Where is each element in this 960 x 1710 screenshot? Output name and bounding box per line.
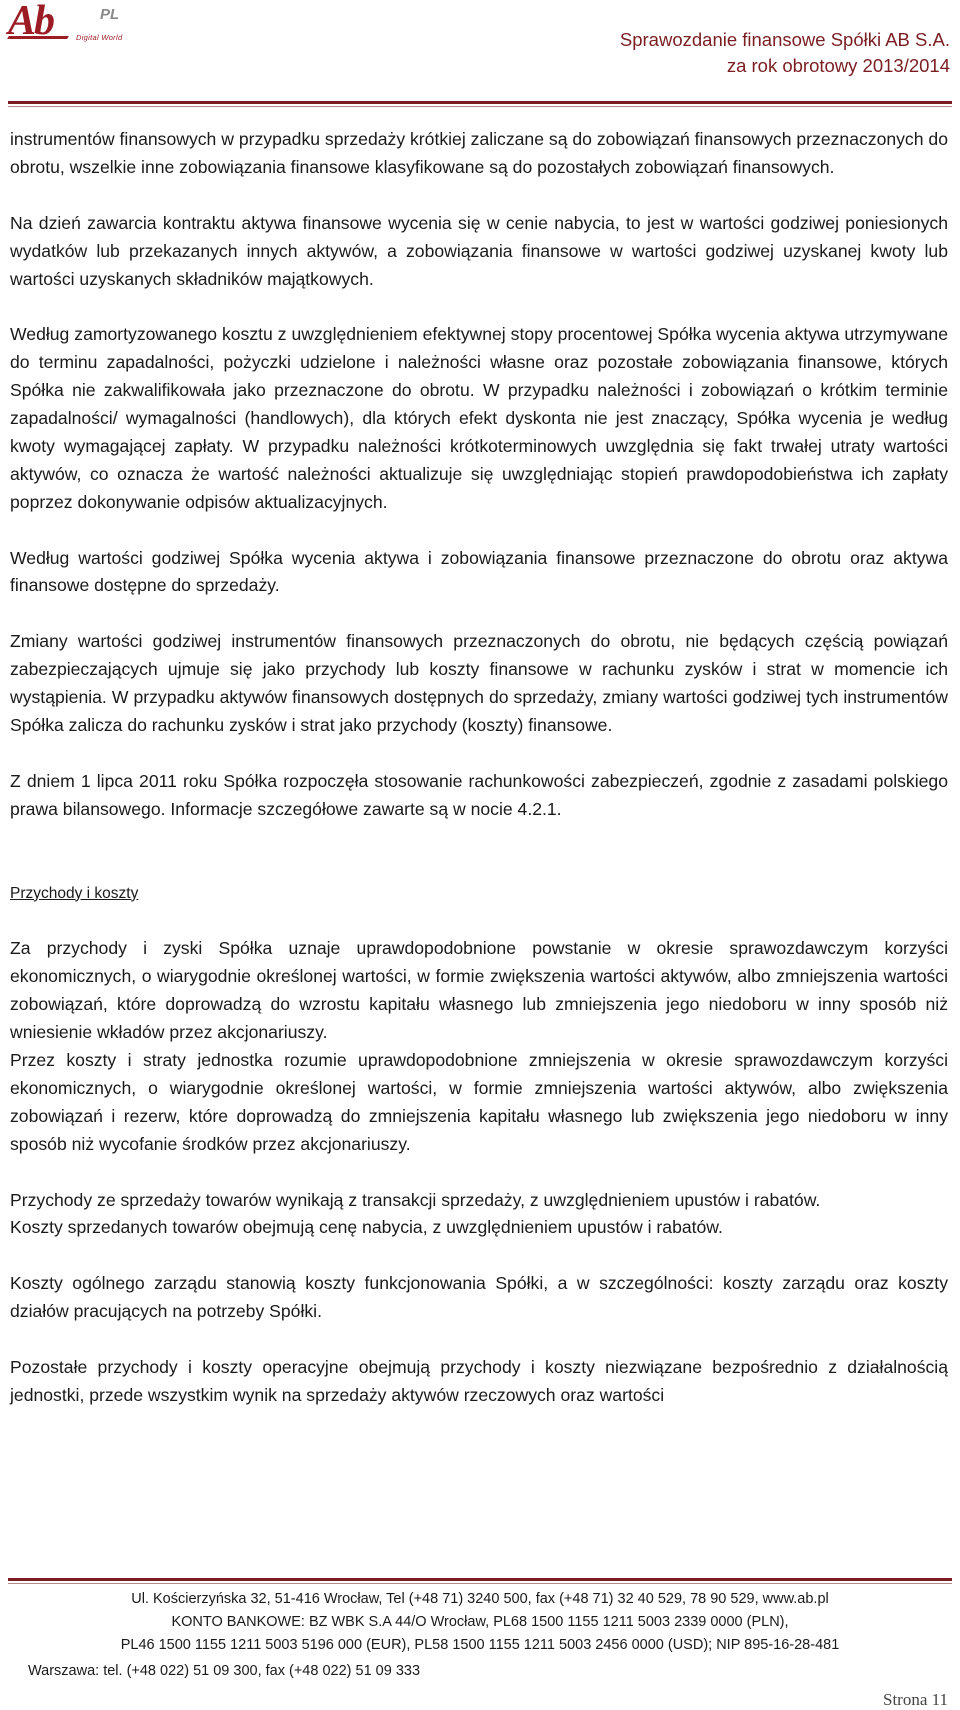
paragraph: Przychody ze sprzedaży towarów wynikają z transakcji sprzedaży, z uwzględnieniem upustów i rabatów.	[10, 1189, 821, 1210]
paragraph: Zmiany wartości godziwej instrumentów finansowych przeznaczonych do obrotu, nie będących częścią powiązań zabezpieczających ujmuje się jako przychody lub koszty finansowe w rachunku zysków i strat w momencie ich wystąpienia. W przypadku aktywów finansowych dostępnych do sprzedaży, zmiany wartości godziwej tych instrumentów Spółka zalicza do rachunku zysków i strat jako przychody (koszty) finansowe.	[10, 631, 948, 735]
page-number: Strona 11	[882, 1690, 948, 1709]
footer-rule-thin	[8, 1583, 952, 1584]
header-rule-thin	[8, 106, 952, 107]
page-header	[0, 0, 960, 110]
page-footer	[0, 1588, 960, 1657]
document-title-line2: za rok obrotowy 2013/2014	[726, 55, 950, 76]
footer-rule	[8, 1578, 952, 1581]
paragraph: Z dniem 1 lipca 2011 roku Spółka rozpoczęła stosowanie rachunkowości zabezpieczeń, zgodnie z zasadami polskiego prawa bilansowego. Informacje szczegółowe zawarte są w nocie 4.2.1.	[10, 770, 948, 819]
document-title-line1: Sprawozdanie finansowe Spółki AB S.A.	[619, 29, 950, 50]
footer-bank-accounts-foreign: PL46 1500 1155 1211 5003 5196 000 (EUR), PL58 1500 1155 1211 5003 2456 0000 (USD); NIP 895-16-28-481	[120, 1637, 840, 1653]
logo-wordmark: Ab	[8, 0, 54, 44]
paragraph: instrumentów finansowych w przypadku sprzedaży krótkiej zaliczane są do zobowiązań finansowych przeznaczonych do obrotu, wszelkie inne zobowiązania finansowe klasyfikowane są do pozostałych zobowiązań finansowych.	[10, 129, 948, 177]
paragraph: Według wartości godziwej Spółka wycenia aktywa i zobowiązania finansowe przeznaczone do obrotu oraz aktywa finansowe dostępne do sprzedaży.	[10, 547, 948, 596]
paragraph: Koszty sprzedanych towarów obejmują cenę nabycia, z uwzględnieniem upustów i rabatów.	[10, 1217, 723, 1238]
document-body	[10, 126, 948, 1410]
logo-tagline: Digital World	[76, 33, 123, 42]
footer-address: Ul. Kościerzyńska 32, 51-416 Wrocław, Tel (+48 71) 3240 500, fax (+48 71) 32 40 529, 78 90 529, www.ab.pl	[131, 1591, 829, 1607]
logo-pl-suffix: PL	[100, 6, 120, 23]
paragraph: Koszty ogólnego zarządu stanowią koszty funkcjonowania Spółki, a w szczególności: koszty zarządu oraz koszty działów pracujących na potrzeby Spółki.	[10, 1273, 948, 1322]
paragraph: Przez koszty i straty jednostka rozumie uprawdopodobnione zmniejszenia w okresie sprawozdawczym korzyści ekonomicznych, o wiarygodnie określonej wartości, w formie zmniejszenia wartości aktywów, albo zwiększenia zobowiązań i rezerw, które doprowadzą do zmniejszenia kapitału własnego lub zwiększenia jego niedoboru w inny sposób niż wycofanie środków przez akcjonariuszy.	[10, 1050, 948, 1154]
paragraph: Pozostałe przychody i koszty operacyjne obejmują przychody i koszty niezwiązane bezpośrednio z działalnością jednostki, przede wszystkim wynik na sprzedaży aktywów rzeczowych oraz wartości	[10, 1356, 948, 1405]
paragraph: Na dzień zawarcia kontraktu aktywa finansowe wycenia się w cenie nabycia, to jest w wartości godziwej poniesionych wydatków lub przekazanych innych aktywów, a zobowiązania finansowe w wartości godziwej uzyskanej kwoty lub wartości uzyskanych składników majątkowych.	[10, 212, 948, 289]
footer-warsaw-contact: Warszawa: tel. (+48 022) 51 09 300, fax (+48 022) 51 09 333	[28, 1663, 421, 1679]
paragraph: Według zamortyzowanego kosztu z uwzględnieniem efektywnej stopy procentowej Spółka wycenia aktywa utrzymywane do terminu zapadalności, pożyczki udzielone i należności własne oraz pozostałe zobowiązania finansowe, których Spółka nie zakwalifikowała jako przeznaczone do obrotu. W przypadku należności i zobowiązań o krótkim terminie zapadalności/ wymagalności (handlowych), dla których efekt dyskonta nie jest znaczący, Spółka wycenia je według kwoty wymagającej zapłaty. W przypadku należności krótkoterminowych uwzględnia się fakt trwałej utraty wartości aktywów, co oznacza że wartość należności aktualizuje się uwzględniając stopień prawdopodobieństwa ich zapłaty poprzez dokonywanie odpisów aktualizacyjnych.	[10, 324, 948, 512]
header-rule	[8, 101, 952, 104]
footer-bank-account: KONTO BANKOWE: BZ WBK S.A 44/O Wrocław, PL68 1500 1155 1211 5003 2339 0000 (PLN),	[171, 1614, 789, 1630]
paragraph: Za przychody i zyski Spółka uznaje uprawdopodobnione powstanie w okresie sprawozdawczym korzyści ekonomicznych, o wiarygodnie określonej wartości, w formie zwiększenia wartości aktywów, albo zmniejszenia wartości zobowiązań, które doprowadzą do wzrostu kapitału własnego lub zmniejszenia jego niedoboru w inny sposób niż wniesienie wkładów przez akcjonariuszy.	[10, 938, 948, 1043]
section-heading: Przychody i koszty	[10, 884, 139, 902]
document-title	[620, 27, 950, 79]
company-logo	[8, 2, 128, 48]
